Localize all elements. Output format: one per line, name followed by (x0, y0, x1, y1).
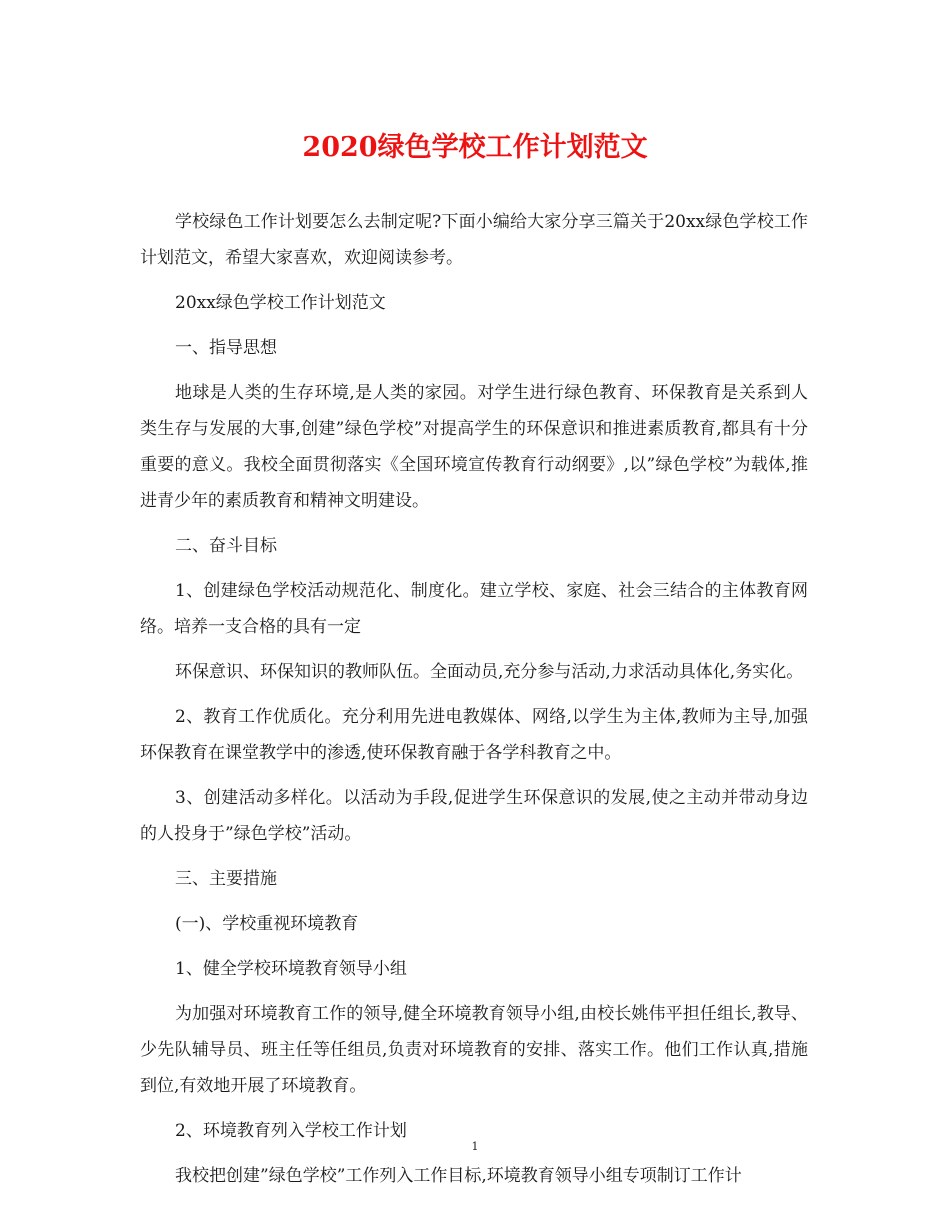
section-heading-guiding-ideology: 一、指导思想 (175, 338, 277, 358)
paragraph-goal-1: 1、创建绿色学校活动规范化、制度化。建立学校、家庭、社会三结合的主体教育网络。培养一支合格的具有一定 (140, 581, 808, 637)
item-heading-work-plan: 2、环境教育列入学校工作计划 (175, 1121, 407, 1141)
subsection-heading-school-priority: (一)、学校重视环境教育 (175, 914, 359, 934)
section-heading-goals: 二、奋斗目标 (175, 536, 277, 556)
paragraph-goal-3: 3、创建活动多样化。以活动为手段,促进学生环保意识的发展,使之主动并带动身边的人投身于”绿色学校”活动。 (140, 788, 808, 844)
paragraph-work-plan: 我校把创建”绿色学校”工作列入工作目标,环境教育领导小组专项制订工作计 (175, 1166, 742, 1186)
document-title: 2020绿色学校工作计划范文 (302, 132, 648, 163)
paragraph-goal-2: 2、教育工作优质化。充分利用先进电教媒体、网络,以学生为主体,教师为主导,加强环保教育在课堂教学中的渗透,使环保教育融于各学科教育之中。 (140, 707, 808, 763)
paragraph-guiding-ideology: 地球是人类的生存环境,是人类的家园。对学生进行绿色教育、环保教育是关系到人类生存与发展的大事,创建”绿色学校”对提高学生的环保意识和推进素质教育,都具有十分重要的意义。我校全面贯彻落实《全国环境宣传教育行动纲要》,以”绿色学校”为载体,推进青少年的素质教育和精神文明建设。 (140, 383, 808, 511)
document-body (140, 204, 808, 1203)
page-number: 1 (471, 1140, 479, 1153)
section-heading-measures: 三、主要措施 (175, 869, 277, 889)
paragraph-goal-1-continued: 环保意识、环保知识的教师队伍。全面动员,充分参与活动,力求活动具体化,务实化。 (175, 662, 804, 682)
paragraph-subtitle: 20xx绿色学校工作计划范文 (175, 293, 386, 313)
paragraph-leadership-group: 为加强对环境教育工作的领导,健全环境教育领导小组,由校长姚伟平担任组长,教导、少先队辅导员、班主任等任组员,负责对环境教育的安排、落实工作。他们工作认真,措施到位,有效地开展了环境教育。 (140, 1004, 808, 1096)
paragraph-intro: 学校绿色工作计划要怎么去制定呢?下面小编给大家分享三篇关于20xx绿色学校工作计划范文，希望大家喜欢，欢迎阅读参考。 (140, 212, 808, 268)
item-heading-leadership-group: 1、健全学校环境教育领导小组 (175, 959, 407, 979)
